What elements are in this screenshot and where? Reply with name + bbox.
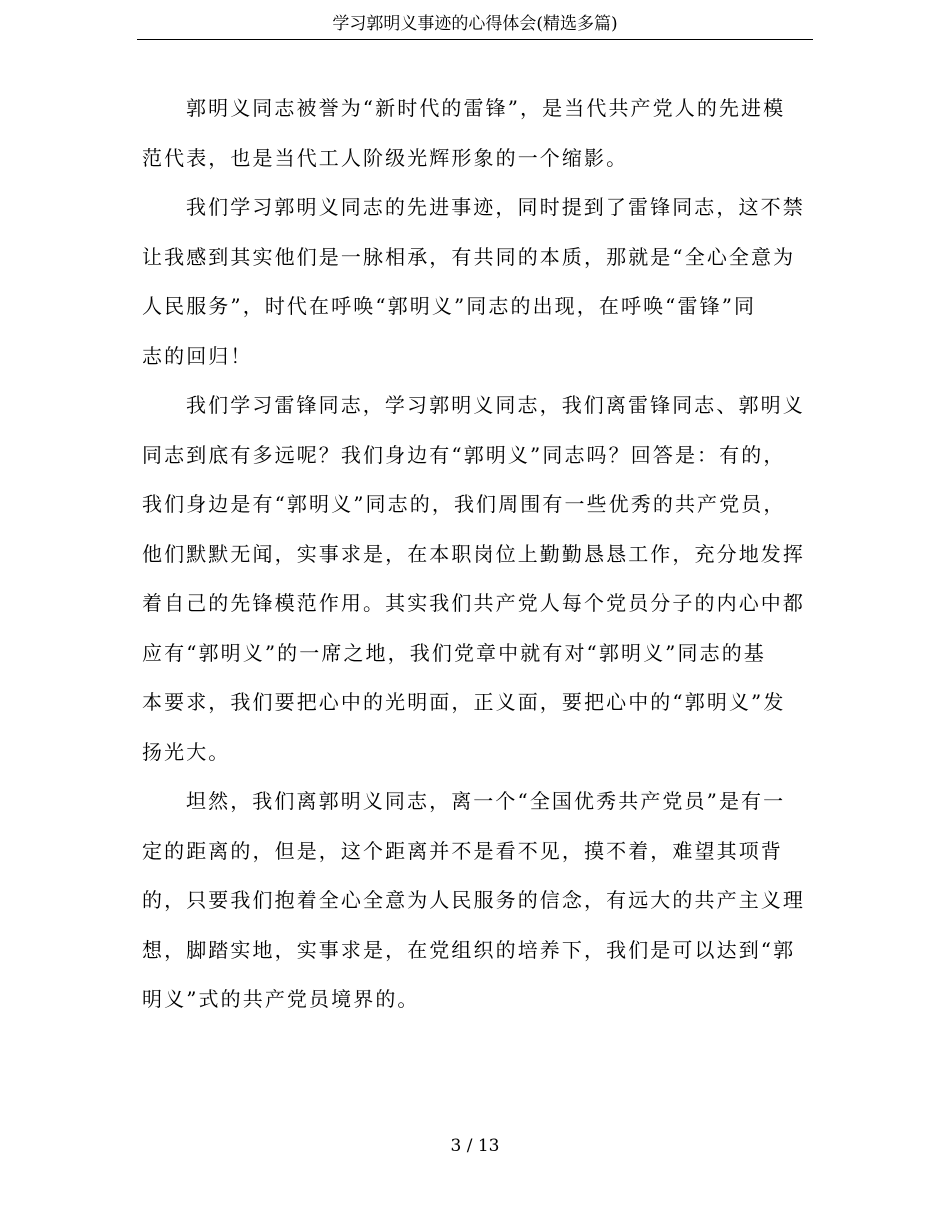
text-line: 明义”式的共产党员境界的。	[142, 987, 420, 1011]
text-line: 坦然，我们离郭明义同志，离一个“全国优秀共产党员”是有一	[186, 789, 786, 813]
text-line: 同志到底有多远呢？我们身边有“郭明义”同志吗？回答是：有的，	[142, 442, 786, 467]
text-line: 的，只要我们抱着全心全意为人民服务的信念，有远大的共产主义理	[142, 888, 805, 912]
text-line: 我们学习雷锋同志，学习郭明义同志，我们离雷锋同志、郭明义	[186, 393, 805, 417]
text-line: 想，脚踏实地，实事求是，在党组织的培养下，我们是可以达到“郭	[142, 937, 796, 962]
text-line: 范代表，也是当代工人阶级光辉形象的一个缩影。	[142, 145, 629, 170]
paragraph	[142, 183, 805, 381]
text-line: 我们学习郭明义同志的先进事迹，同时提到了雷锋同志，这不禁	[186, 195, 805, 219]
text-line: 我们身边是有“郭明义”同志的，我们周围有一些优秀的共产党员，	[142, 492, 786, 516]
page-number: 3 / 13	[450, 1136, 500, 1156]
paragraph	[142, 777, 805, 1025]
text-line: 他们默默无闻，实事求是，在本职岗位上勤勤恳恳工作，充分地发挥	[142, 541, 805, 566]
text-line: 着自己的先锋模范作用。其实我们共产党人每个党员分子的内心中都	[142, 591, 805, 615]
text-line: 让我感到其实他们是一脉相承，有共同的本质，那就是“全心全意为	[142, 244, 796, 269]
header-divider	[137, 39, 813, 40]
text-line: 应有“郭明义”的一席之地，我们党章中就有对“郭明义”同志的基	[142, 640, 766, 665]
text-line: 郭明义同志被誉为“新时代的雷锋”，是当代共产党人的先进模	[186, 96, 786, 120]
document-body	[142, 84, 805, 1025]
paragraph	[142, 381, 805, 777]
text-line: 志的回归！	[142, 343, 253, 368]
page-header-title: 学习郭明义事迹的心得体会(精选多篇)	[332, 14, 618, 34]
paragraph	[142, 84, 794, 183]
text-line: 扬光大。	[142, 739, 231, 764]
text-line: 本要求，我们要把心中的光明面，正义面，要把心中的“郭明义”发	[142, 690, 786, 714]
text-line: 定的距离的，但是，这个距离并不是看不见，摸不着，难望其项背	[142, 838, 783, 863]
text-line: 人民服务”，时代在呼唤“郭明义”同志的出现，在呼唤“雷锋”同	[142, 294, 757, 318]
